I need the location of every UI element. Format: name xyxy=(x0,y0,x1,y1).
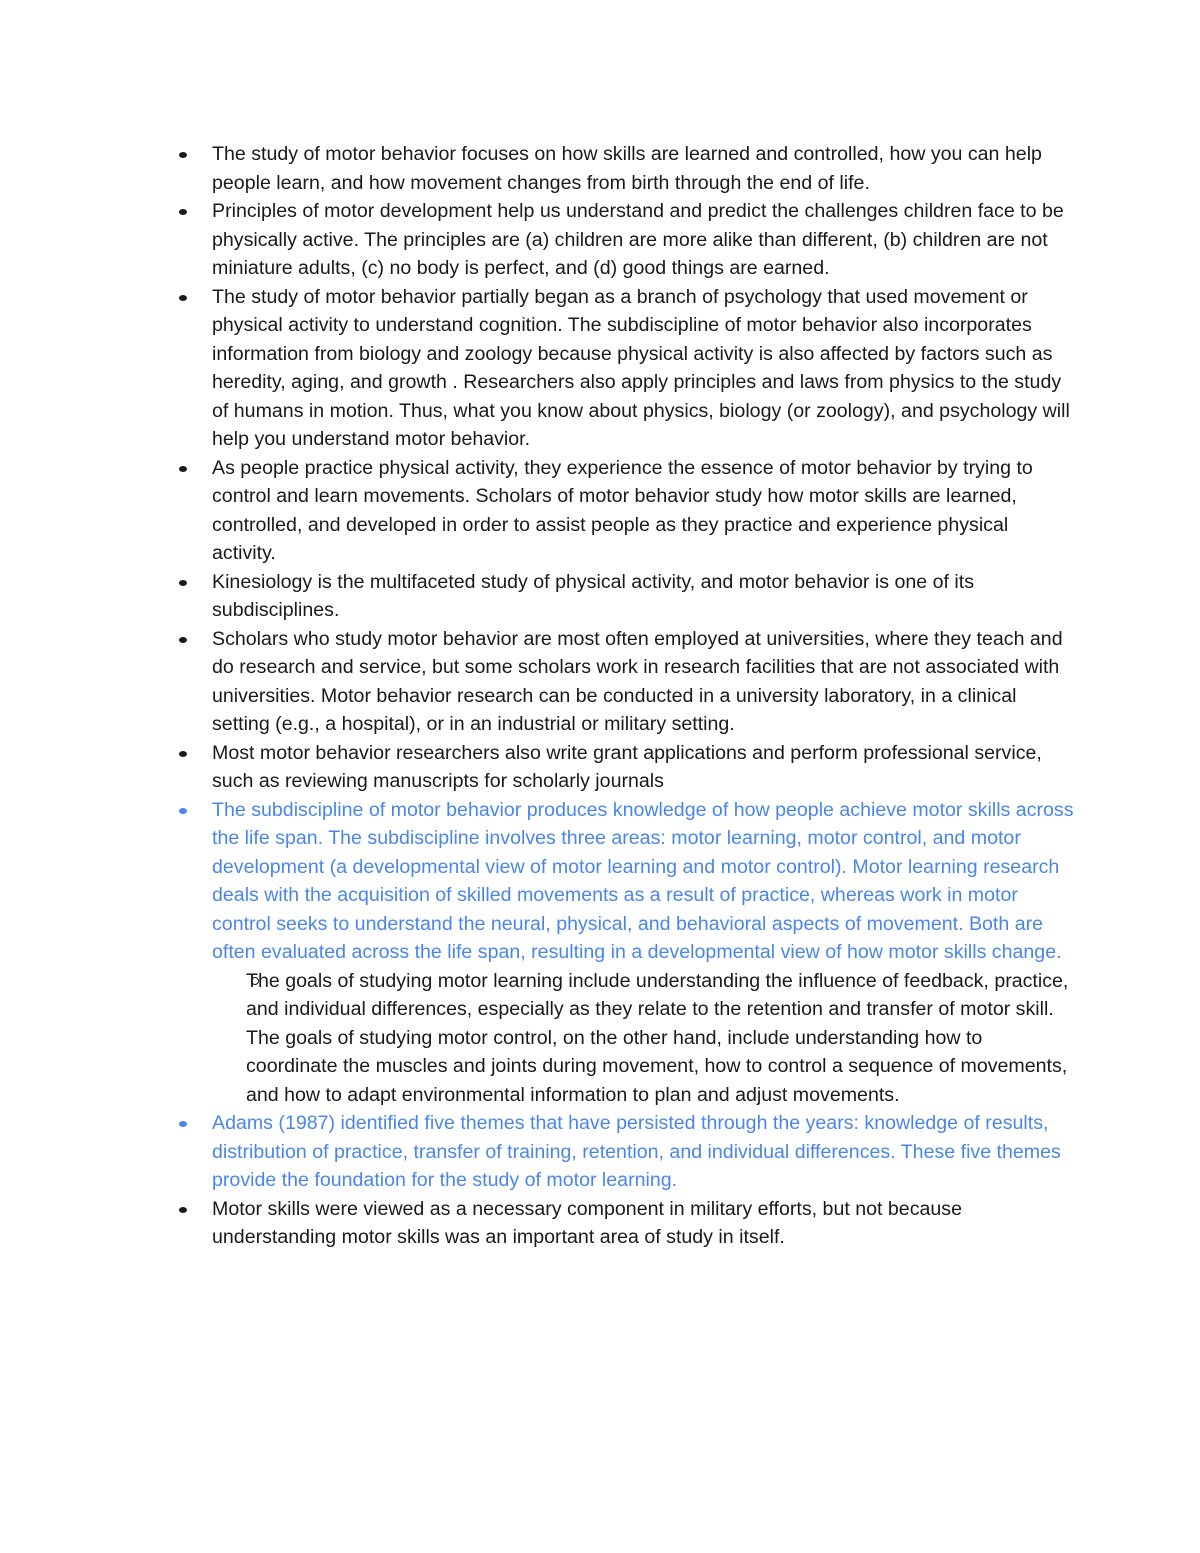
list-item xyxy=(175,568,1075,625)
bullet-icon xyxy=(179,295,187,301)
list-item-text: Motor skills were viewed as a necessary component in military efforts, but not because understanding motor skills was an important area of study in itself. xyxy=(212,1197,962,1248)
sub-list-item xyxy=(175,967,1075,1110)
list-item xyxy=(175,454,1075,568)
list-item xyxy=(175,283,1075,454)
bullet-list xyxy=(175,140,1075,1252)
list-item-text: Adams (1987) identified five themes that have persisted through the years: knowledge of results, distribution of practice, transfer of training, retention, and individual differences. These five themes provide the foundation for the study of motor learning. xyxy=(212,1112,1061,1191)
bullet-icon xyxy=(179,209,187,215)
list-item xyxy=(175,625,1075,739)
list-item-highlighted xyxy=(175,796,1075,1110)
list-item-text: As people practice physical activity, they experience the essence of motor behavior by trying to control and learn movements. Scholars of motor behavior study how motor skills are learned, controlled, and developed in order to assist people as they practice and experience physical activity. xyxy=(212,456,1033,564)
sub-list-item-text: The goals of studying motor learning include understanding the influence of feedback, practice, and individual differences, especially as they relate to the retention and transfer of motor skill. The goals of studying motor control, on the other hand, include understanding how to coordinate the muscles and joints during movement, how to control a sequence of movements, and how to adapt environmental information to plan and adjust movements. xyxy=(246,969,1069,1106)
list-item-text: Kinesiology is the multifaceted study of physical activity, and motor behavior is one of its subdisciplines. xyxy=(212,570,974,621)
list-item-text: The subdiscipline of motor behavior produces knowledge of how people achieve motor skills across the life span. The subdiscipline involves three areas: motor learning, motor control, and motor development (a developmental view of motor learning and motor control). Motor learning research deals with the acquisition of skilled movements as a result of practice, whereas work in motor control seeks to understand the neural, physical, and behavioral aspects of movement. Both are often evaluated across the life span, resulting in a developmental view of how motor skills change. xyxy=(212,798,1074,963)
list-item xyxy=(175,1195,1075,1252)
bullet-icon xyxy=(179,637,187,643)
sub-bullet-list xyxy=(212,967,1075,1110)
list-item xyxy=(175,197,1075,283)
bullet-icon xyxy=(179,808,187,814)
list-item xyxy=(175,140,1075,197)
list-item xyxy=(175,739,1075,796)
bullet-icon xyxy=(179,751,187,757)
list-item-text: Most motor behavior researchers also write grant applications and perform professional service, such as reviewing manuscripts for scholarly journals xyxy=(212,741,1042,792)
bullet-icon xyxy=(179,1207,187,1213)
hollow-bullet-icon xyxy=(251,977,259,985)
bullet-icon xyxy=(179,580,187,586)
list-item-text: The study of motor behavior partially began as a branch of psychology that used movement or physical activity to understand cognition. The subdiscipline of motor behavior also incorporates information from biology and zoology because physical activity is also affected by factors such as heredity, aging, and growth . Researchers also apply principles and laws from physics to the study of humans in motion. Thus, what you know about physics, biology (or zoology), and psychology will help you understand motor behavior. xyxy=(212,285,1070,450)
bullet-icon xyxy=(179,466,187,472)
bullet-icon xyxy=(179,1121,187,1127)
list-item-text: The study of motor behavior focuses on how skills are learned and controlled, how you can help people learn, and how movement changes from birth through the end of life. xyxy=(212,143,1042,194)
list-item-text: Scholars who study motor behavior are most often employed at universities, where they teach and do research and service, but some scholars work in research facilities that are not associated with universities. Motor behavior research can be conducted in a university laboratory, in a clinical setting (e.g., a hospital), or in an industrial or military setting. xyxy=(212,627,1063,735)
bullet-icon xyxy=(179,152,187,158)
list-item-text: Principles of motor development help us understand and predict the challenges children face to be physically active. The principles are (a) children are more alike than different, (b) children are not miniature adults, (c) no body is perfect, and (d) good things are earned. xyxy=(212,200,1064,279)
list-item-highlighted xyxy=(175,1109,1075,1195)
